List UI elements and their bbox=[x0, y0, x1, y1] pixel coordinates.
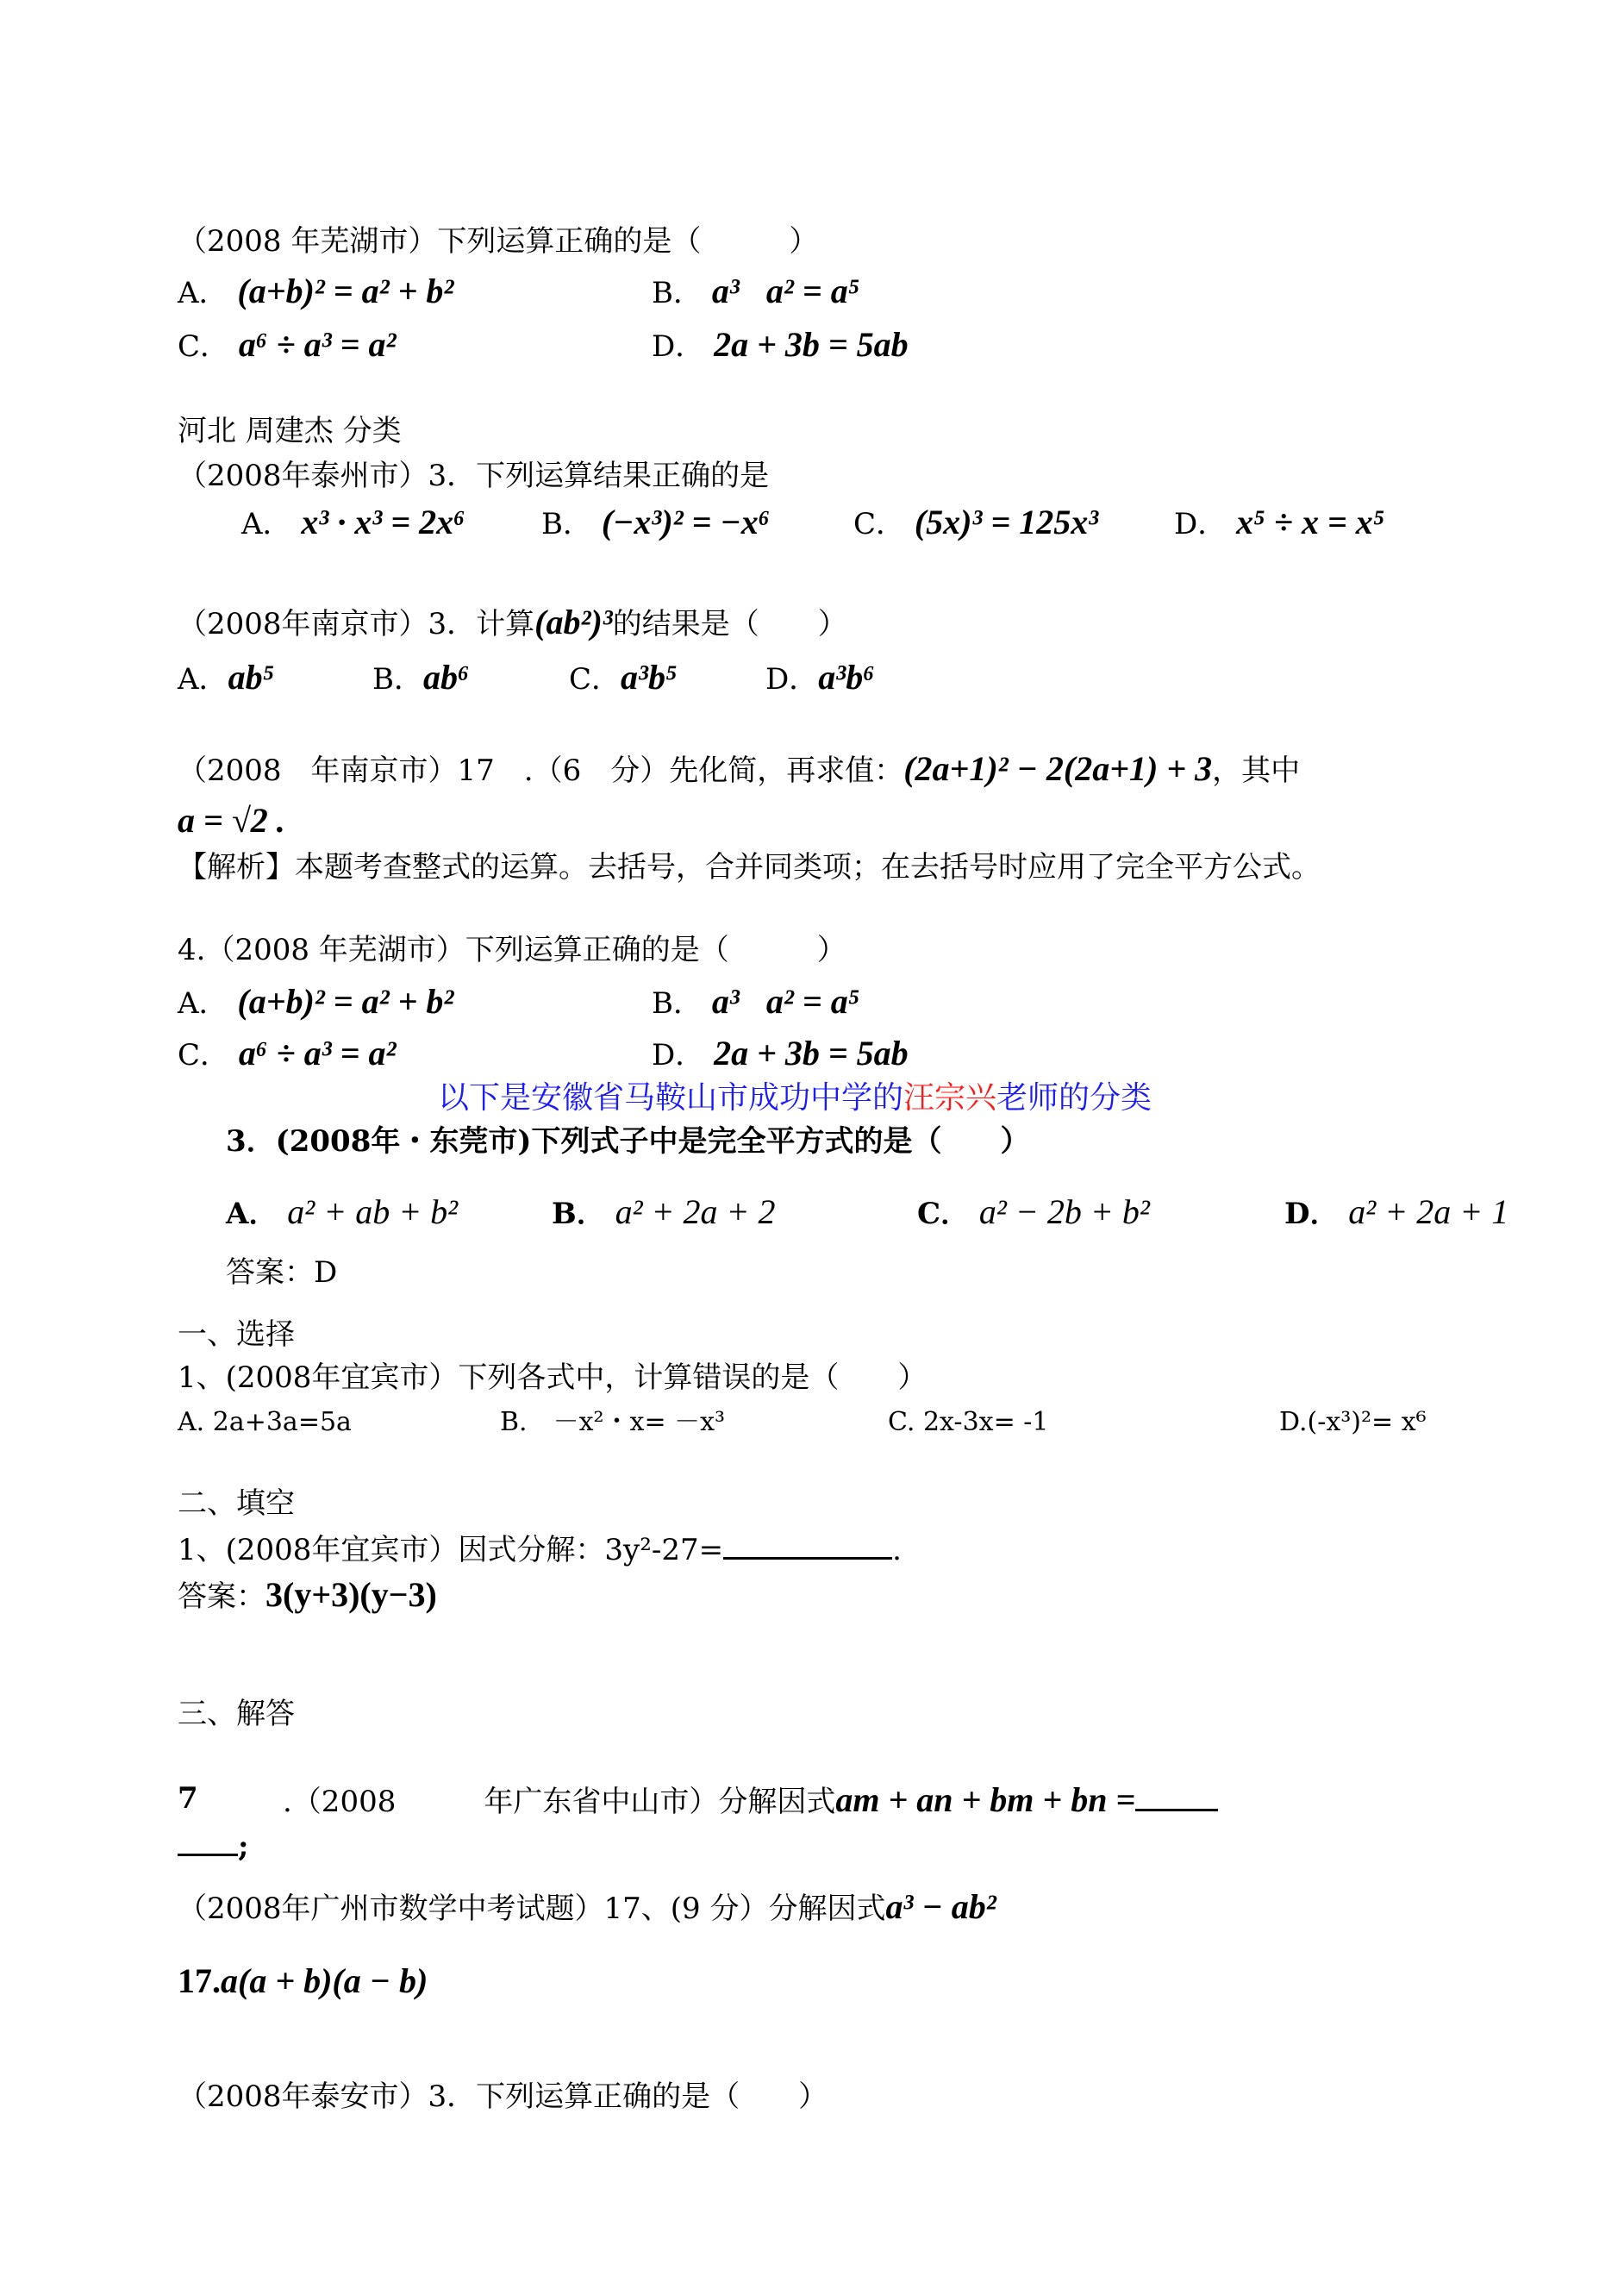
q2-c-label: C． bbox=[853, 507, 906, 541]
q7-d-option: D.(-x³)²= x⁶ bbox=[1279, 1407, 1427, 1437]
banner-part3: 老师的分类 bbox=[996, 1080, 1152, 1116]
q4-analysis: 【解析】本题考查整式的运算。去括号，合并同类项；在去括号时应用了完全平方公式。 bbox=[178, 850, 1321, 885]
q9-end: ; bbox=[238, 1829, 249, 1864]
q6-a-expr: a² + ab + b² bbox=[287, 1192, 459, 1231]
q3-d-expr: a³b⁶ bbox=[818, 658, 876, 697]
q6-a-label: A． bbox=[226, 1197, 278, 1231]
q6-answer: 答案：D bbox=[226, 1255, 338, 1290]
q10-answer bbox=[178, 1962, 428, 2002]
q1-b-expr: a³⃞a² = a⁵ bbox=[711, 272, 860, 310]
q5-a-option bbox=[178, 983, 453, 1022]
section-fill-heading: 二、填空 bbox=[178, 1486, 295, 1521]
q8-answer-blank bbox=[723, 1528, 892, 1560]
banner-teacher-name: 汪宗兴 bbox=[903, 1080, 997, 1116]
q8-answer bbox=[178, 1576, 437, 1616]
q6-b-label: B． bbox=[552, 1197, 606, 1231]
q2-stem: （2008年泰州市）3．下列运算结果正确的是 bbox=[178, 459, 770, 493]
q1-d-expr: 2a + 3b = 5ab bbox=[714, 325, 909, 364]
q1-d-label: D． bbox=[652, 329, 705, 364]
q6-b-option bbox=[552, 1193, 776, 1233]
q1-c-label: C． bbox=[178, 329, 230, 364]
classification-banner bbox=[438, 1079, 1152, 1117]
q5-d-expr: 2a + 3b = 5ab bbox=[714, 1034, 909, 1072]
q6-stem: 3．(2008年・东莞市)下列式子中是完全平方式的是（ ） bbox=[226, 1124, 1030, 1159]
q10-answer-num: 17. bbox=[178, 1961, 221, 2000]
q9-answer-blank-1 bbox=[1135, 1779, 1218, 1811]
q1-a-label: A． bbox=[178, 276, 228, 310]
q9-stem bbox=[283, 1779, 1218, 1821]
section-choice-heading: 一、选择 bbox=[178, 1317, 295, 1352]
q1-stem: （2008 年芜湖市）下列运算正确的是（ ） bbox=[178, 224, 819, 259]
q6-a-option bbox=[226, 1193, 458, 1233]
author-note: 河北 周建杰 分类 bbox=[178, 414, 402, 448]
q9-expr: am + an + bm + bn = bbox=[835, 1780, 1136, 1819]
q3-b-option bbox=[372, 659, 470, 698]
q5-b-label: B． bbox=[652, 986, 703, 1021]
q7-b-option: B. －x²・x= －x³ bbox=[500, 1407, 726, 1437]
q4-value bbox=[178, 802, 285, 841]
q3-a-label: A． bbox=[178, 662, 228, 697]
q11-stem: （2008年泰安市）3．下列运算正确的是（ ） bbox=[178, 2079, 828, 2114]
q1-d-option bbox=[652, 326, 909, 366]
q2-a-label: A． bbox=[241, 507, 292, 541]
q3-d-option bbox=[765, 659, 875, 698]
q5-a-expr: (a+b)² = a² + b² bbox=[237, 982, 454, 1021]
q5-d-option bbox=[652, 1035, 909, 1074]
q5-stem: 4.（2008 年芜湖市）下列运算正确的是（ ） bbox=[178, 933, 846, 967]
q10-answer-expr: a(a + b)(a − b) bbox=[221, 1961, 428, 2000]
q4-stem-pre: （2008 年南京市）17 .（6 分）先化简，再求值： bbox=[178, 754, 904, 788]
section-answer-heading: 三、解答 bbox=[178, 1697, 295, 1731]
q5-c-option bbox=[178, 1035, 396, 1074]
q6-c-label: C． bbox=[917, 1197, 971, 1231]
q6-d-expr: a² + 2a + 1 bbox=[1348, 1192, 1509, 1231]
q2-b-label: B． bbox=[541, 507, 592, 541]
q10-stem-text: （2008年广州市数学中考试题）17、(9 分）分解因式 bbox=[178, 1892, 886, 1926]
q7-a-option: A. 2a+3a=5a bbox=[178, 1407, 352, 1437]
q2-c-expr: (5x)³ = 125x³ bbox=[914, 503, 1099, 541]
q1-b-label: B． bbox=[652, 276, 703, 310]
q3-b-label: B． bbox=[372, 662, 423, 697]
q10-stem bbox=[178, 1888, 996, 1928]
q6-d-option bbox=[1284, 1193, 1508, 1233]
q5-a-label: A． bbox=[178, 986, 228, 1021]
q5-b-option bbox=[652, 983, 860, 1022]
q5-c-expr: a⁶ ÷ a³ = a² bbox=[238, 1034, 397, 1072]
q8-stem bbox=[178, 1528, 902, 1569]
q3-b-expr: ab⁶ bbox=[423, 658, 470, 697]
q5-c-label: C． bbox=[178, 1038, 230, 1072]
q9-stem-cont bbox=[178, 1824, 249, 1866]
q8-answer-expr: 3(y+3)(y−3) bbox=[265, 1575, 437, 1614]
q2-d-expr: x⁵ ÷ x = x⁵ bbox=[1236, 503, 1385, 541]
q9-number: 7 bbox=[178, 1781, 198, 1816]
q3-stem-expr: (ab²)³ bbox=[534, 603, 613, 641]
q1-c-expr: a⁶ ÷ a³ = a² bbox=[238, 325, 397, 364]
q3-stem bbox=[178, 603, 847, 643]
q6-d-label: D． bbox=[1284, 1197, 1340, 1231]
q2-d-option bbox=[1174, 503, 1385, 543]
q6-c-expr: a² − 2b + b² bbox=[978, 1192, 1150, 1231]
q4-value-expr: a = √2 . bbox=[178, 801, 285, 840]
q7-stem: 1、(2008年宜宾市）下列各式中，计算错误的是（ ） bbox=[178, 1360, 928, 1395]
banner-part1: 以下是安徽省马鞍山市成功中学的 bbox=[438, 1080, 904, 1116]
q4-stem-post: ，其中 bbox=[1212, 754, 1301, 788]
q3-stem-post: 的结果是（ ） bbox=[612, 607, 847, 641]
q4-stem bbox=[178, 750, 1300, 790]
q3-a-expr: ab⁵ bbox=[228, 658, 275, 697]
q6-c-option bbox=[917, 1193, 1150, 1233]
q3-c-label: C． bbox=[569, 662, 621, 697]
q3-c-option bbox=[569, 659, 678, 698]
q2-b-option bbox=[541, 503, 771, 543]
q1-options-row2 bbox=[178, 326, 396, 366]
q5-b-expr: a³⃞a² = a⁵ bbox=[711, 982, 860, 1021]
q5-d-label: D． bbox=[652, 1038, 705, 1072]
q3-stem-pre: （2008年南京市）3．计算 bbox=[178, 607, 535, 641]
q9-answer-blank-2 bbox=[178, 1824, 238, 1856]
q6-b-expr: a² + 2a + 2 bbox=[615, 1192, 776, 1231]
q2-b-expr: (−x³)² = −x⁶ bbox=[601, 503, 771, 541]
q2-a-option bbox=[241, 503, 465, 543]
q2-d-label: D． bbox=[1174, 507, 1227, 541]
q8-stem-text: 1、(2008年宜宾市）因式分解：3y²-27= bbox=[178, 1533, 724, 1567]
q1-options-row1 bbox=[178, 272, 453, 312]
q10-expr: a³ − ab² bbox=[885, 1887, 996, 1926]
q2-c-option bbox=[853, 503, 1098, 543]
q4-stem-expr: (2a+1)² − 2(2a+1) + 3 bbox=[903, 749, 1213, 788]
q7-c-option: C. 2x-3x= -1 bbox=[888, 1407, 1049, 1437]
q8-stem-end: . bbox=[892, 1533, 902, 1567]
q3-d-label: D． bbox=[765, 662, 819, 697]
q3-a-option bbox=[178, 659, 274, 698]
q1-a-expr: (a+b)² = a² + b² bbox=[237, 272, 454, 310]
q8-answer-label: 答案： bbox=[178, 1579, 265, 1614]
q2-a-expr: x³ · x³ = 2x⁶ bbox=[301, 503, 466, 541]
q1-b-option bbox=[652, 272, 860, 312]
q9-stem-text: .（2008 年广东省中山市）分解因式 bbox=[283, 1785, 836, 1819]
q3-c-expr: a³b⁵ bbox=[621, 658, 678, 697]
